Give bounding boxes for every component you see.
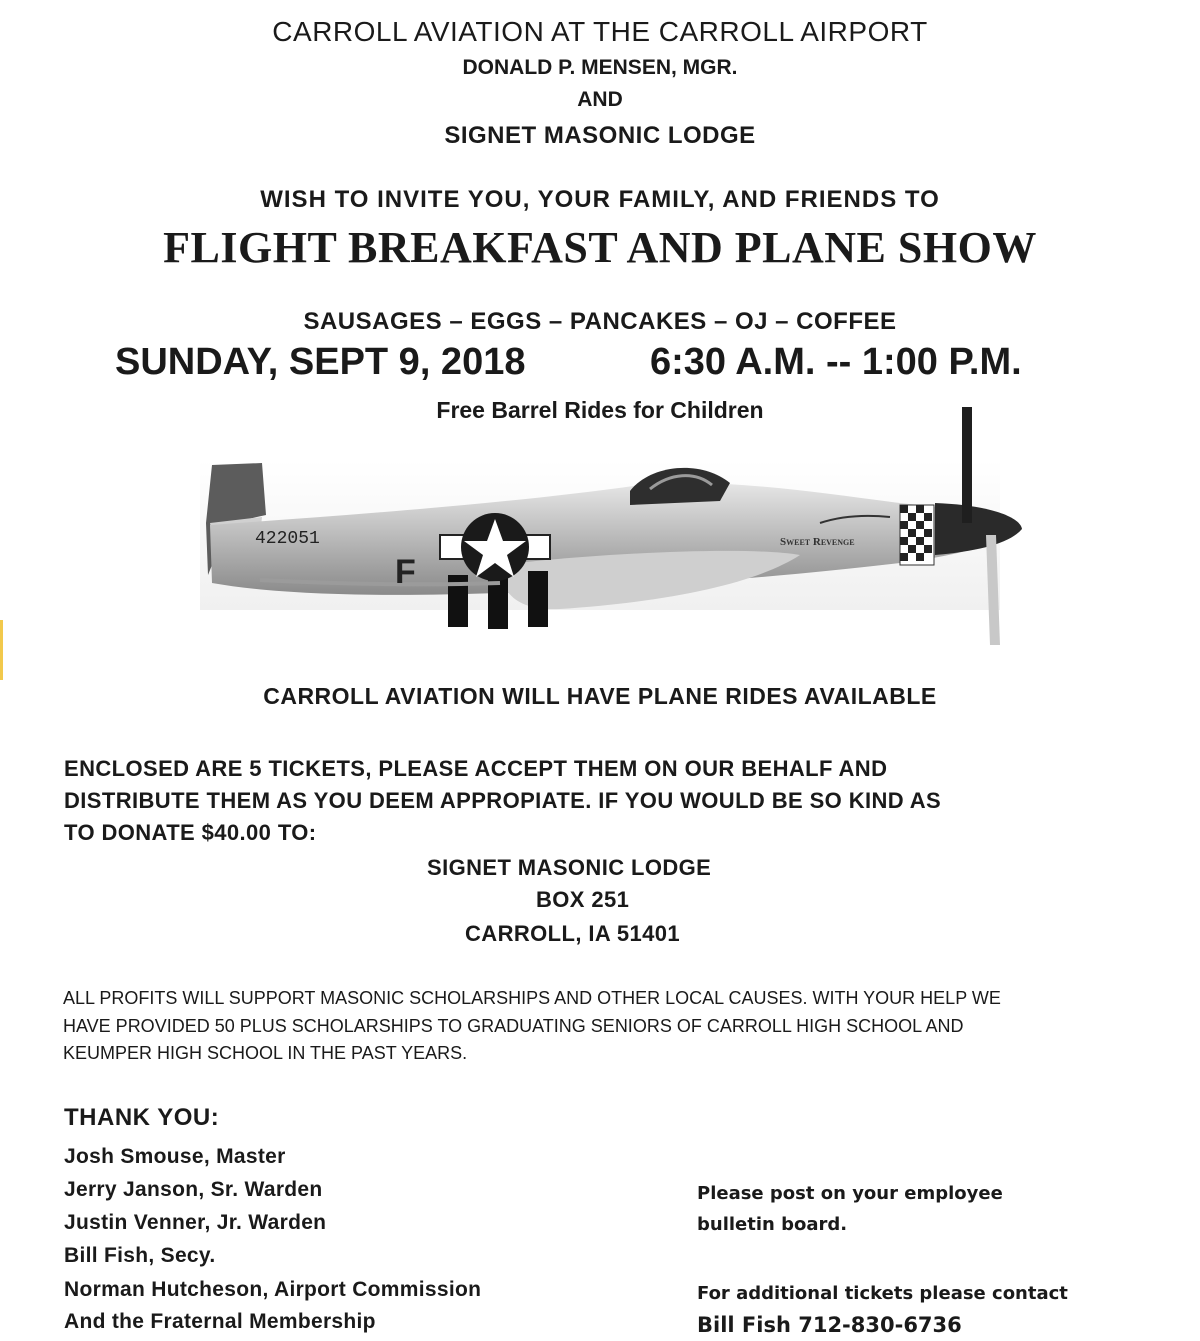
thank-you-heading: THANK YOU:	[64, 1104, 220, 1131]
scan-edge	[0, 620, 3, 680]
airplane-illustration	[200, 405, 1040, 655]
tail-number: 422051	[255, 529, 320, 549]
contact-note: For additional tickets please contact	[697, 1283, 1068, 1304]
invasion-stripe	[528, 571, 548, 627]
profits-line-2: HAVE PROVIDED 50 PLUS SCHOLARSHIPS TO GRADUATING SENIORS OF CARROLL HIGH SCHOOL AND	[63, 1016, 964, 1036]
member-name: Justin Venner, Jr. Warden	[64, 1211, 327, 1234]
prop-spinner	[935, 503, 1022, 555]
member-name: Bill Fish, Secy.	[64, 1244, 216, 1267]
invite-line: WISH TO INVITE YOU, YOUR FAMILY, AND FRIENDS TO	[260, 186, 940, 213]
post-note-line-2: bulletin board.	[697, 1214, 848, 1235]
member-name: And the Fraternal Membership	[64, 1310, 376, 1333]
nose-art-text: Sweet Revenge	[780, 536, 855, 548]
address-box: BOX 251	[536, 887, 630, 912]
member-name: Norman Hutcheson, Airport Commission	[64, 1278, 482, 1301]
enclosed-line-1: ENCLOSED ARE 5 TICKETS, PLEASE ACCEPT THEM ON OUR BEHALF AND	[64, 756, 888, 781]
member-name: Josh Smouse, Master	[64, 1145, 286, 1168]
profits-line-3: KEUMPER HIGH SCHOOL IN THE PAST YEARS.	[63, 1043, 468, 1063]
nose-checkers	[900, 505, 934, 565]
menu-line: SAUSAGES – EGGS – PANCAKES – OJ – COFFEE	[303, 308, 897, 335]
member-name: Jerry Janson, Sr. Warden	[64, 1178, 323, 1201]
propeller-blade	[962, 407, 972, 523]
post-note-line-1: Please post on your employee	[697, 1183, 1003, 1204]
address-name: SIGNET MASONIC LODGE	[427, 855, 712, 880]
barrel-rides-line: Free Barrel Rides for Children	[436, 397, 764, 423]
contact-name: Bill Fish 712-830-6736	[697, 1313, 962, 1337]
enclosed-line-3: TO DONATE $40.00 TO:	[64, 820, 317, 845]
lodge-line: SIGNET MASONIC LODGE	[444, 122, 756, 149]
address-city: CARROLL, IA 51401	[465, 921, 681, 946]
event-title: FLIGHT BREAKFAST AND PLANE SHOW	[163, 223, 1037, 272]
event-date: SUNDAY, SEPT 9, 2018	[115, 341, 526, 383]
event-time: 6:30 A.M. -- 1:00 P.M.	[650, 341, 1022, 383]
manager-line: DONALD P. MENSEN, MGR.	[462, 56, 738, 79]
profits-line-1: ALL PROFITS WILL SUPPORT MASONIC SCHOLARSHIPS AND OTHER LOCAL CAUSES. WITH YOUR HELP WE	[63, 988, 1001, 1008]
plane-rides-line: CARROLL AVIATION WILL HAVE PLANE RIDES AVAILABLE	[263, 683, 937, 709]
and-line: AND	[577, 88, 623, 111]
enclosed-line-2: DISTRIBUTE THEM AS YOU DEEM APPROPIATE. IF YOU WOULD BE SO KIND AS	[64, 788, 942, 813]
airplane-image	[200, 405, 1040, 655]
org-line: CARROLL AVIATION AT THE CARROLL AIRPORT	[272, 16, 928, 47]
fuselage-letter: F	[395, 553, 416, 591]
